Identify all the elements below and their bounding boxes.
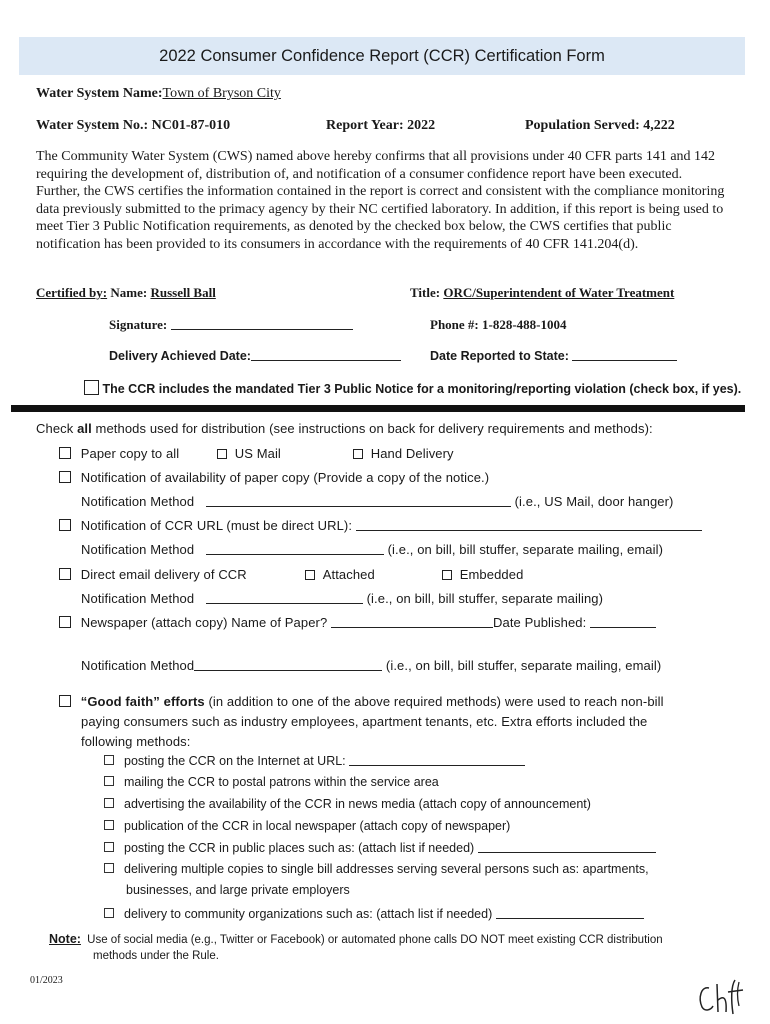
delivery-date-field[interactable] — [251, 348, 401, 361]
gf-item-checkbox[interactable] — [104, 776, 114, 786]
notification-method-3 — [81, 591, 603, 606]
notification-method-3-hint: (i.e., on bill, bill stuffer, separate mailing) — [366, 591, 604, 606]
gf-item-mailing — [104, 775, 439, 789]
gf-item-checkbox[interactable] — [104, 755, 114, 765]
date-reported-row — [430, 348, 677, 363]
gf-item-label: posting the CCR on the Internet at URL: — [124, 754, 346, 768]
water-system-no-label: Water System No.: — [36, 118, 152, 133]
date-reported-field[interactable] — [572, 348, 677, 361]
paper-copy-checkbox[interactable] — [59, 447, 71, 459]
tier3-label: The CCR includes the mandated Tier 3 Public Notice for a monitoring/reporting violation (check box, if yes). — [102, 382, 742, 396]
certifier-title[interactable]: ORC/Superintendent of Water Treatment — [443, 285, 675, 300]
delivery-date-row — [109, 348, 401, 363]
gf-item-label: delivering multiple copies to single bill addresses serving several persons such as: apartments, — [124, 862, 649, 876]
notification-method-2-field[interactable] — [206, 542, 384, 555]
good-faith-checkbox[interactable] — [59, 695, 71, 707]
notification-method-label: Notification Method — [81, 658, 195, 673]
notification-method-label: Notification Method — [81, 494, 195, 509]
form-revision-date: 01/2023 — [30, 975, 63, 986]
date-published-field[interactable] — [590, 615, 656, 628]
notification-method-label: Notification Method — [81, 542, 195, 557]
methods-intro-post: methods used for distribution (see instructions on back for delivery requirements and methods): — [91, 421, 653, 436]
us-mail-option[interactable] — [217, 446, 281, 461]
gf-item-checkbox[interactable] — [104, 863, 114, 873]
signature-field[interactable] — [171, 317, 353, 330]
embedded-checkbox[interactable] — [442, 570, 452, 580]
report-year: Report Year: 2022 — [326, 118, 436, 133]
name-label: Name: — [110, 285, 148, 300]
water-system-name-value[interactable]: Town of Bryson City — [162, 86, 281, 101]
initials-signature — [695, 976, 750, 1016]
paper-copy-label: Paper copy to all — [80, 446, 180, 461]
embedded-label: Embedded — [459, 567, 524, 582]
water-system-name-label: Water System Name: — [36, 86, 163, 101]
gf-item-internet — [104, 753, 525, 768]
hand-delivery-option[interactable] — [353, 446, 454, 461]
gf-item-multiple-copies — [104, 862, 649, 876]
notification-url-label: Notification of CCR URL (must be direct URL): — [80, 518, 353, 533]
certification-paragraph: The Community Water System (CWS) named above hereby confirms that all provisions under 40 CFR parts 141 and 142 requiring the development of, distribution of, and notification of a consumer confidence report have been executed. Further, the CWS certifies the information contained in the report is correct and consistent with the compliance monitoring data previously submitted to the primacy agency by their NC certified laboratory. In addition, if this report is being used to meet Tier 3 Public Notification requirements, as denoted by the checked box below, the CWS certifies that public notification has been provided to its consumers in accordance with the requirements of 40 CFR 141.204(d). — [36, 149, 725, 252]
direct-email-checkbox[interactable] — [59, 568, 71, 580]
phone-number: Phone #: 1-828-488-1004 — [430, 317, 567, 332]
note-label: Note: — [49, 932, 81, 946]
notification-paper-row — [59, 470, 489, 485]
newspaper-checkbox[interactable] — [59, 616, 71, 628]
population-served: Population Served: 4,222 — [525, 118, 675, 133]
notification-url-row — [59, 518, 702, 533]
notification-method-2-hint: (i.e., on bill, bill stuffer, separate mailing, email) — [387, 542, 664, 557]
date-published-label: Date Published: — [493, 615, 587, 630]
notification-method-4-hint: (i.e., on bill, bill stuffer, separate mailing, email) — [385, 658, 662, 673]
gf-item-public-places — [104, 840, 656, 855]
hand-delivery-label: Hand Delivery — [370, 446, 454, 461]
attached-checkbox[interactable] — [305, 570, 315, 580]
methods-intro-pre: Check — [36, 421, 78, 436]
notification-url-field[interactable] — [356, 518, 702, 531]
notification-method-4 — [81, 658, 661, 673]
water-system-no-value[interactable]: NC01-87-010 — [151, 118, 231, 133]
notification-paper-label: Notification of availability of paper copy (Provide a copy of the notice.) — [80, 470, 490, 485]
gf-item-checkbox[interactable] — [104, 842, 114, 852]
gf-item-label: posting the CCR in public places such as: (attach list if needed) — [124, 841, 475, 855]
gf-item-publication — [104, 819, 510, 833]
gf-community-field[interactable] — [496, 906, 644, 919]
page-title: 2022 Consumer Confidence Report (CCR) Certification Form — [159, 47, 605, 65]
note-text-1: Use of social media (e.g., Twitter or Facebook) or automated phone calls DO NOT meet existing CCR distribution — [87, 934, 663, 946]
good-faith-bold: “Good faith” efforts — [80, 694, 205, 709]
title-label: Title: — [410, 285, 441, 300]
notification-method-4-field[interactable] — [194, 658, 382, 671]
newspaper-row — [59, 615, 656, 630]
gf-item-multiple-copies-cont: businesses, and large private employers — [126, 883, 350, 897]
gf-item-checkbox[interactable] — [104, 798, 114, 808]
attached-label: Attached — [322, 567, 375, 582]
gf-url-field[interactable] — [349, 753, 525, 766]
good-faith-text: (in addition to one of the above required methods) were used to reach non-bill — [204, 694, 664, 709]
signature-row — [109, 317, 353, 333]
note-text-2: methods under the Rule. — [93, 950, 219, 962]
gf-item-checkbox[interactable] — [104, 908, 114, 918]
hand-delivery-checkbox[interactable] — [353, 449, 363, 459]
gf-item-checkbox[interactable] — [104, 820, 114, 830]
attached-option[interactable] — [305, 567, 375, 582]
water-system-number — [36, 118, 230, 134]
notification-method-1 — [81, 494, 674, 509]
notification-url-checkbox[interactable] — [59, 519, 71, 531]
good-faith-row — [59, 694, 664, 709]
gf-item-advertising — [104, 797, 591, 811]
newspaper-name-field[interactable] — [331, 615, 493, 628]
notification-paper-checkbox[interactable] — [59, 471, 71, 483]
date-reported-label: Date Reported to State: — [430, 349, 569, 363]
embedded-option[interactable] — [442, 567, 523, 582]
direct-email-row — [59, 567, 247, 582]
notification-method-1-hint: (i.e., US Mail, door hanger) — [514, 494, 674, 509]
notification-method-3-field[interactable] — [206, 591, 363, 604]
title-row — [410, 285, 674, 301]
tier3-row — [84, 380, 741, 396]
certifier-name[interactable]: Russell Ball — [150, 285, 216, 300]
gf-item-label: publication of the CCR in local newspaper (attach copy of newspaper) — [124, 819, 511, 833]
good-faith-line2: paying consumers such as industry employees, apartment tenants, etc. Extra efforts included the — [81, 714, 648, 729]
us-mail-label: US Mail — [234, 446, 281, 461]
note-line-1 — [49, 932, 663, 946]
methods-intro-all: all — [77, 421, 92, 436]
paper-copy-row — [59, 446, 179, 461]
us-mail-checkbox[interactable] — [217, 449, 227, 459]
notification-method-label: Notification Method — [81, 591, 195, 606]
certified-by-label: Certified by: — [36, 285, 108, 300]
certified-by-row — [36, 285, 395, 301]
section-divider — [11, 405, 745, 412]
newspaper-label: Newspaper (attach copy) Name of Paper? — [80, 615, 328, 630]
gf-item-community — [104, 906, 644, 921]
gf-item-label: delivery to community organizations such as: (attach list if needed) — [124, 907, 493, 921]
gf-item-label: advertising the availability of the CCR in news media (attach copy of announcement) — [124, 797, 591, 811]
tier3-checkbox[interactable] — [84, 380, 99, 395]
methods-intro — [36, 421, 653, 436]
delivery-date-label: Delivery Achieved Date: — [109, 349, 251, 363]
notification-method-1-field[interactable] — [206, 494, 511, 507]
signature-label: Signature: — [109, 317, 168, 332]
gf-item-label: mailing the CCR to postal patrons within the service area — [124, 775, 439, 789]
notification-method-2 — [81, 542, 663, 557]
gf-public-places-field[interactable] — [478, 840, 656, 853]
direct-email-label: Direct email delivery of CCR — [80, 567, 247, 582]
water-system-name-row — [36, 86, 281, 102]
good-faith-line3: following methods: — [81, 734, 191, 749]
